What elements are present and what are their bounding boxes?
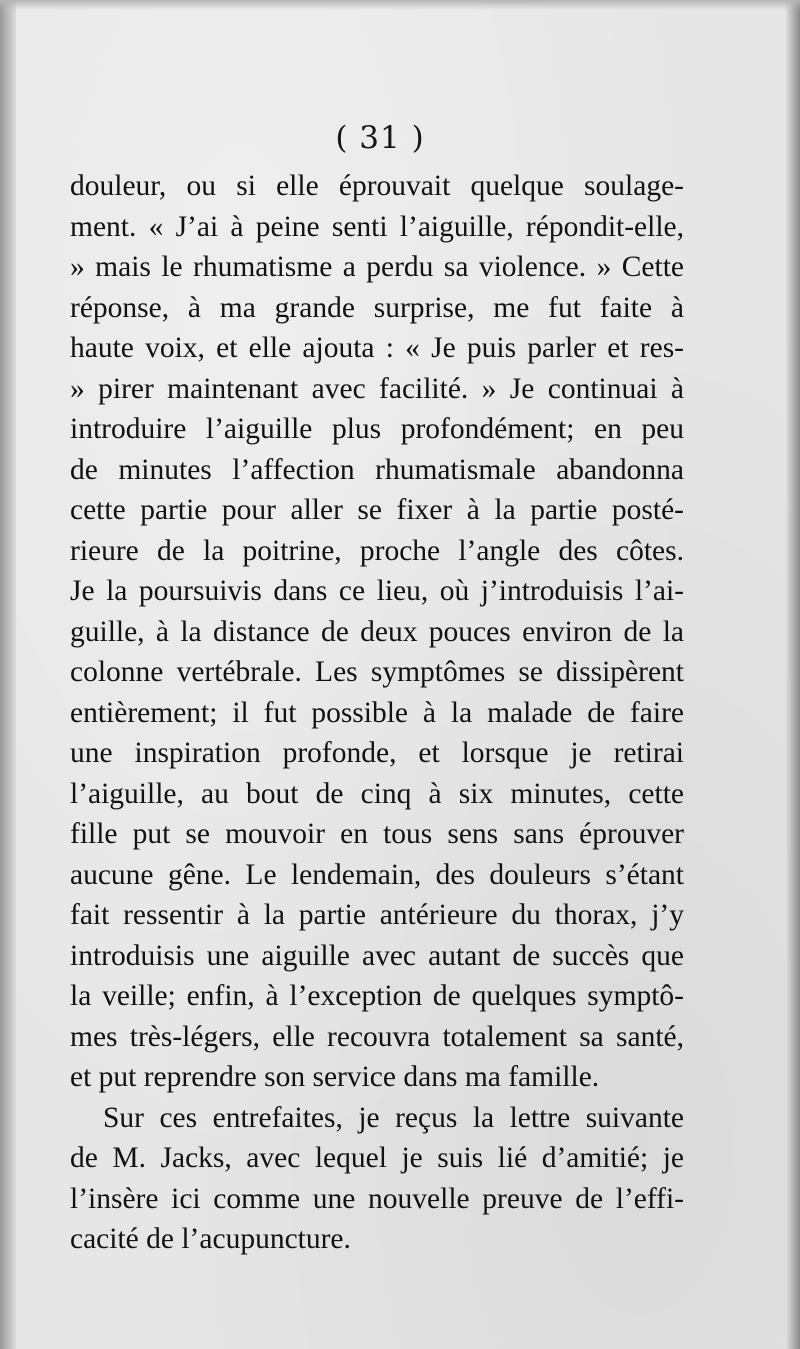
- text-line: cacité de l’acupuncture.: [70, 1223, 351, 1255]
- text-line: colonne vertébrale. Les symptômes se dissipèrent: [70, 656, 684, 688]
- text-line: douleur, ou si elle éprouvait quelque soulage-: [70, 170, 684, 202]
- text-line: introduire l’aiguille plus profondément; en peu: [70, 413, 684, 445]
- text-line: entièrement; il fut possible à la malade de faire: [70, 696, 684, 729]
- page-number: ( 31 ): [335, 120, 425, 156]
- text-line: ment. « J’ai à peine senti l’aiguille, répondit-elle,: [70, 210, 684, 243]
- text-line: de M. Jacks, avec lequel je suis lié d’amitié; je: [70, 1142, 684, 1174]
- text-line: Je la poursuivis dans ce lieu, où j’introduisis l’ai-: [70, 575, 684, 607]
- page-edge-top: [0, 0, 800, 10]
- text-line: l’insère ici comme une nouvelle preuve de l’effi-: [70, 1182, 684, 1215]
- text-line: une inspiration profonde, et lorsque je retirai: [70, 737, 684, 769]
- text-line: haute voix, et elle ajouta : « Je puis parler et res-: [70, 332, 684, 364]
- text-line: aucune gêne. Le lendemain, des douleurs s’étant: [70, 858, 684, 891]
- text-line: mes très-légers, elle recouvra totalement sa santé,: [70, 1020, 684, 1053]
- text-line: introduisis une aiguille avec autant de succès que: [70, 939, 684, 972]
- text-line: et put reprendre son service dans ma famille.: [70, 1061, 600, 1093]
- text-line: rieure de la poitrine, proche l’angle des côtes.: [70, 534, 684, 567]
- text-line: la veille; enfin, à l’exception de quelques symptô-: [70, 980, 684, 1012]
- text-line: Sur ces entrefaites, je reçus la lettre suivante: [103, 1101, 684, 1134]
- text-line: l’aiguille, au bout de cinq à six minutes, cette: [70, 777, 684, 810]
- body-text: [70, 166, 684, 1260]
- text-line: réponse, à ma grande surprise, me fut faite à: [70, 291, 684, 324]
- text-line: » pirer maintenant avec facilité. » Je continuai à: [70, 372, 684, 405]
- text-line: fille put se mouvoir en tous sens sans éprouver: [70, 818, 684, 850]
- text-line: guille, à la distance de deux pouces environ de la: [70, 615, 684, 648]
- page-edge-left: [0, 0, 16, 1349]
- text-line: » mais le rhumatisme a perdu sa violence. » Cette: [70, 251, 684, 283]
- page-edge-right: [786, 0, 800, 1349]
- text-line: cette partie pour aller se fixer à la partie posté-: [70, 494, 684, 526]
- text-line: de minutes l’affection rhumatismale abandonna: [70, 453, 684, 486]
- text-line: fait ressentir à la partie antérieure du thorax, j’y: [70, 899, 684, 931]
